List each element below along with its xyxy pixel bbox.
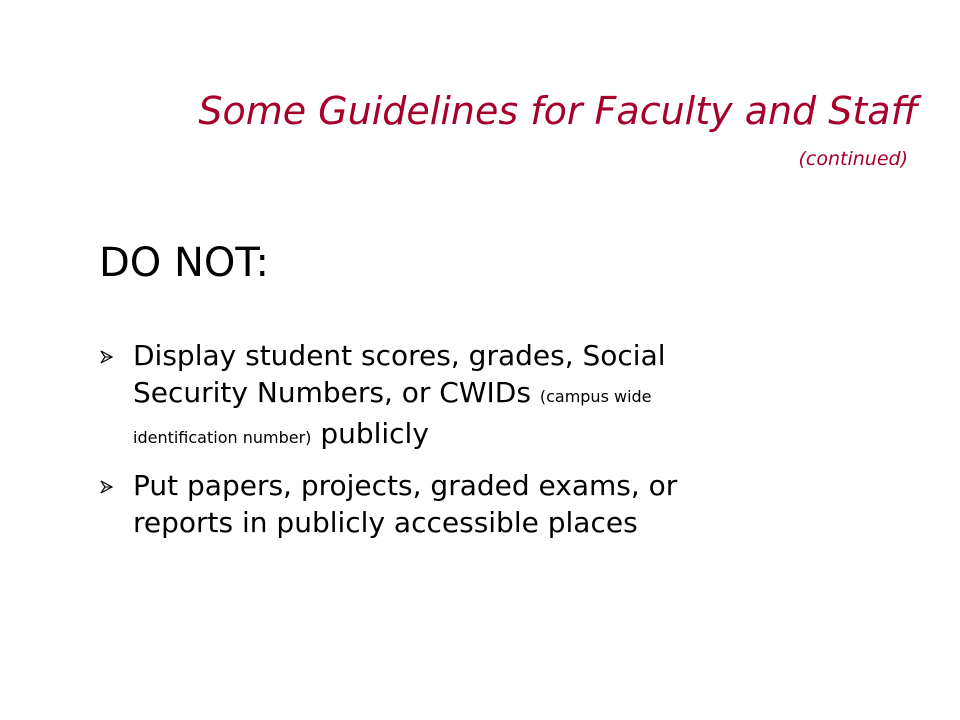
slide-title: Some Guidelines for Faculty and Staff [198, 89, 918, 133]
bullet-line: Put papers, projects, graded exams, or [133, 469, 678, 502]
bullet-line [133, 374, 820, 415]
slide-subtitle: (continued) [798, 148, 908, 170]
bullet-item [100, 467, 820, 541]
arrowhead-bullet-icon [100, 350, 114, 364]
bullet-line: Display student scores, grades, Social [133, 339, 666, 372]
bullet-line: reports in publicly accessible places [133, 506, 638, 539]
bullet-note: identification number) [133, 428, 312, 447]
bullet-item [100, 337, 820, 456]
bullet-line [133, 415, 820, 456]
bullet-text: publicly [320, 417, 429, 450]
bullet-list [100, 337, 820, 552]
arrowhead-bullet-icon [100, 480, 114, 494]
section-heading: DO NOT: [99, 240, 269, 286]
bullet-text: Security Numbers, or CWIDs [133, 376, 531, 409]
bullet-note: (campus wide [539, 387, 652, 406]
